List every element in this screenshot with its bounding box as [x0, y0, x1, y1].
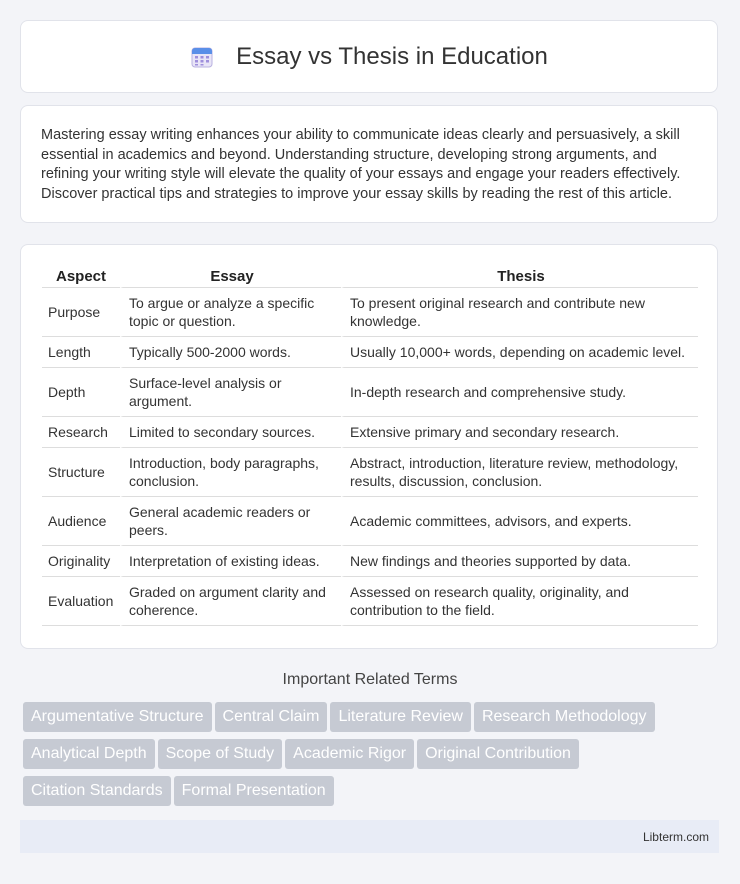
cell-aspect: Evaluation	[42, 577, 120, 626]
tag-original-contribution[interactable]: Original Contribution	[417, 739, 579, 769]
cell-thesis: Extensive primary and secondary research.	[341, 417, 698, 448]
column-header-essay: Essay	[120, 265, 341, 288]
table-row	[42, 337, 698, 368]
tag-literature-review[interactable]: Literature Review	[330, 702, 471, 732]
cell-essay: General academic readers or peers.	[120, 497, 341, 546]
cell-aspect: Originality	[42, 546, 120, 577]
intro-text: Mastering essay writing enhances your ability to communicate ideas clearly and persuasively, a skill essential in academics and beyond. Understanding structure, developing strong arguments, and refining your writing style will elevate the quality of your essays and engage your readers effectively. Discover practical tips and strategies to improve your essay skills by reading the rest of this article.	[41, 127, 681, 202]
cell-aspect: Structure	[42, 448, 120, 497]
cell-thesis: Academic committees, advisors, and experts.	[341, 497, 698, 546]
tag-argumentative-structure[interactable]: Argumentative Structure	[23, 702, 212, 732]
table-row	[42, 577, 698, 626]
cell-essay: Graded on argument clarity and coherence.	[120, 577, 341, 626]
table-row	[42, 497, 698, 546]
cell-essay: Introduction, body paragraphs, conclusion.	[120, 448, 341, 497]
cell-essay: Typically 500-2000 words.	[120, 337, 341, 368]
table-row	[42, 417, 698, 448]
tag-research-methodology[interactable]: Research Methodology	[474, 702, 655, 732]
cell-thesis: Usually 10,000+ words, depending on academic level.	[341, 337, 698, 368]
header-card	[20, 20, 718, 93]
related-terms-tags	[23, 702, 723, 813]
cell-aspect: Depth	[42, 368, 120, 417]
cell-aspect: Research	[42, 417, 120, 448]
page-title: Essay vs Thesis in Education	[236, 42, 548, 70]
cell-aspect: Purpose	[42, 288, 120, 337]
comparison-table	[42, 265, 698, 626]
cell-aspect: Length	[42, 337, 120, 368]
footer	[20, 820, 719, 853]
cell-essay: To argue or analyze a specific topic or question.	[120, 288, 341, 337]
comparison-table-card	[20, 244, 718, 649]
table-row	[42, 448, 698, 497]
table-header-row	[42, 265, 698, 288]
cell-thesis: To present original research and contribute new knowledge.	[341, 288, 698, 337]
tag-central-claim[interactable]: Central Claim	[215, 702, 328, 732]
tag-citation-standards[interactable]: Citation Standards	[23, 776, 171, 806]
cell-thesis: New findings and theories supported by data.	[341, 546, 698, 577]
tag-analytical-depth[interactable]: Analytical Depth	[23, 739, 155, 769]
table-row	[42, 288, 698, 337]
calendar-icon	[190, 45, 214, 69]
cell-essay: Interpretation of existing ideas.	[120, 546, 341, 577]
table-row	[42, 546, 698, 577]
tag-formal-presentation[interactable]: Formal Presentation	[174, 776, 334, 806]
cell-thesis: In-depth research and comprehensive study.	[341, 368, 698, 417]
tag-scope-of-study[interactable]: Scope of Study	[158, 739, 283, 769]
intro-card	[20, 105, 718, 223]
table-row	[42, 368, 698, 417]
cell-aspect: Audience	[42, 497, 120, 546]
cell-essay: Limited to secondary sources.	[120, 417, 341, 448]
column-header-aspect: Aspect	[42, 265, 120, 288]
cell-thesis: Assessed on research quality, originality, and contribution to the field.	[341, 577, 698, 626]
cell-thesis: Abstract, introduction, literature review, methodology, results, discussion, conclusion.	[341, 448, 698, 497]
related-terms-title: Important Related Terms	[282, 671, 458, 688]
footer-site-link[interactable]: Libterm.com	[642, 829, 709, 844]
cell-essay: Surface-level analysis or argument.	[120, 368, 341, 417]
column-header-thesis: Thesis	[341, 265, 698, 288]
tag-academic-rigor[interactable]: Academic Rigor	[285, 739, 414, 769]
